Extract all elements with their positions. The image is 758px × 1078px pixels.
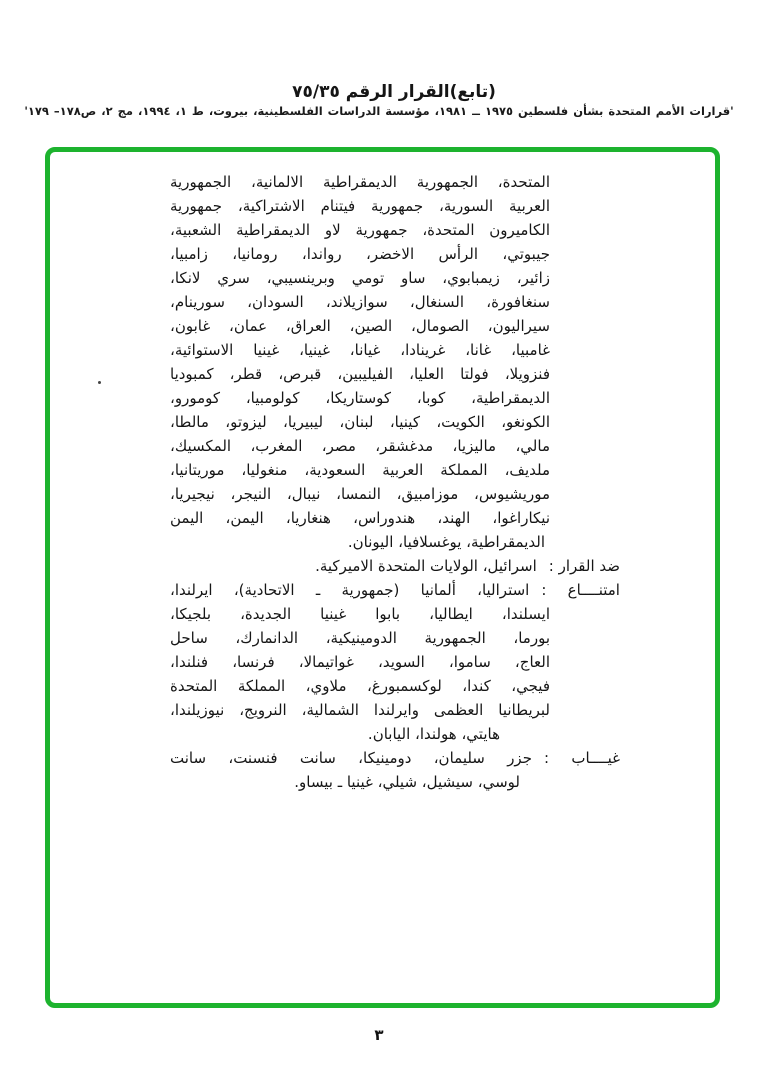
in-favor-last-line: الديمقراطية، يوغسلافيا، اليونان.: [347, 533, 545, 551]
in-favor-line: العربية السورية، جمهورية فيتنام الاشتراكية، جمهورية: [170, 197, 550, 215]
in-favor-line: جيبوتي، الرأس الاخضر، رواندا، رومانيا، زامبيا،: [170, 245, 550, 263]
in-favor-line: سنغافورة، السنغال، سوازيلاند، السودان، سورينام،: [170, 293, 550, 311]
in-favor-line: نيكاراغوا، الهند، هندوراس، هنغاريا، اليمن، اليمن: [170, 509, 550, 527]
absent-label: غيــــاب :: [543, 749, 620, 767]
in-favor-line: الكاميرون المتحدة، جمهورية لاو الديمقراطية الشعبية،: [170, 221, 550, 239]
page-number: ٣: [374, 1026, 384, 1044]
scan-speck: [98, 381, 101, 384]
in-favor-line: سيراليون، الصومال، الصين، العراق، عمان، غابون،: [170, 317, 550, 335]
in-favor-line: زائير، زيمبابوي، ساو تومي وبرينسيبي، سري لانكا،: [170, 269, 550, 287]
absent-first-line: جزر سليمان، دومينيكا، سانت فنسنت، سانت: [170, 749, 532, 767]
in-favor-line: غامبيا، غانا، غرينادا، غيانا، غينيا، غينيا الاستوائية،: [170, 341, 550, 359]
abstention-line: فيجي، كندا، لوكسمبورغ، ملاوي، المملكة المتحدة: [170, 677, 550, 695]
abstention-line: لبريطانيا العظمى وايرلندا الشمالية، النرويج، نيوزيلندا،: [170, 701, 550, 719]
against-label: ضد القرار :: [548, 557, 620, 575]
page-title: (تابع)القرار الرقم ٧٥/٣٥: [292, 82, 496, 102]
against-row: [170, 554, 620, 578]
in-favor-line: الديمقراطية، كوبا، كوستاريكا، كولومبيا، كومورو،: [170, 389, 550, 407]
in-favor-line: المتحدة، الجمهورية الديمقراطية الالمانية، الجمهورية: [170, 173, 550, 191]
abstention-line: ايسلندا، ايطاليا، بابوا غينيا الجديدة، بلجيكا،: [170, 605, 550, 623]
abstention-label: امتنــــاع :: [541, 581, 620, 599]
in-favor-line: فنزويلا، فولتا العليا، الفيليبين، قبرص، قطر، كمبوديا: [170, 365, 550, 383]
in-favor-line: الكونغو، الكويت، كينيا، لبنان، ليبيريا، ليزوتو، مالطا،: [170, 413, 550, 431]
against-text: اسرائيل، الولايات المتحدة الاميركية.: [315, 557, 537, 575]
absent-row: [170, 746, 620, 770]
resolution-vote-text: [170, 170, 620, 794]
abstention-last-line: هايتي، هولندا، اليابان.: [367, 725, 500, 743]
abstention-line: العاج، ساموا، السويد، غواتيمالا، فرنسا، فنلندا،: [170, 653, 550, 671]
abstention-line: بورما، الجمهورية الدومينيكية، الدانمارك، ساحل: [170, 629, 550, 647]
source-citation-line: 'قرارات الأمم المتحدة بشأن فلسطين ١٩٧٥ ــ ١٩٨١، مؤسسة الدراسات الفلسطينية، بيروت، ط ١، ١٩٩٤، مج ٢، ص١٧٨– ١٧٩': [24, 104, 734, 118]
abstention-first-line: استراليا، ألمانيا (جمهورية ـ الاتحادية)، ايرلندا،: [170, 581, 530, 599]
in-favor-line: مالي، ماليزيا، مدغشقر، مصر، المغرب، المكسيك،: [170, 437, 550, 455]
in-favor-line: موريشيوس، موزامبيق، النمسا، نيبال، النيجر، نيجيريا،: [170, 485, 550, 503]
absent-last-line: لوسي، سيشيل، شيلي، غينيا ـ بيساو.: [294, 773, 520, 791]
in-favor-line: ملديف، المملكة العربية السعودية، منغوليا، موريتانيا،: [170, 461, 550, 479]
abstention-row: [170, 578, 620, 602]
